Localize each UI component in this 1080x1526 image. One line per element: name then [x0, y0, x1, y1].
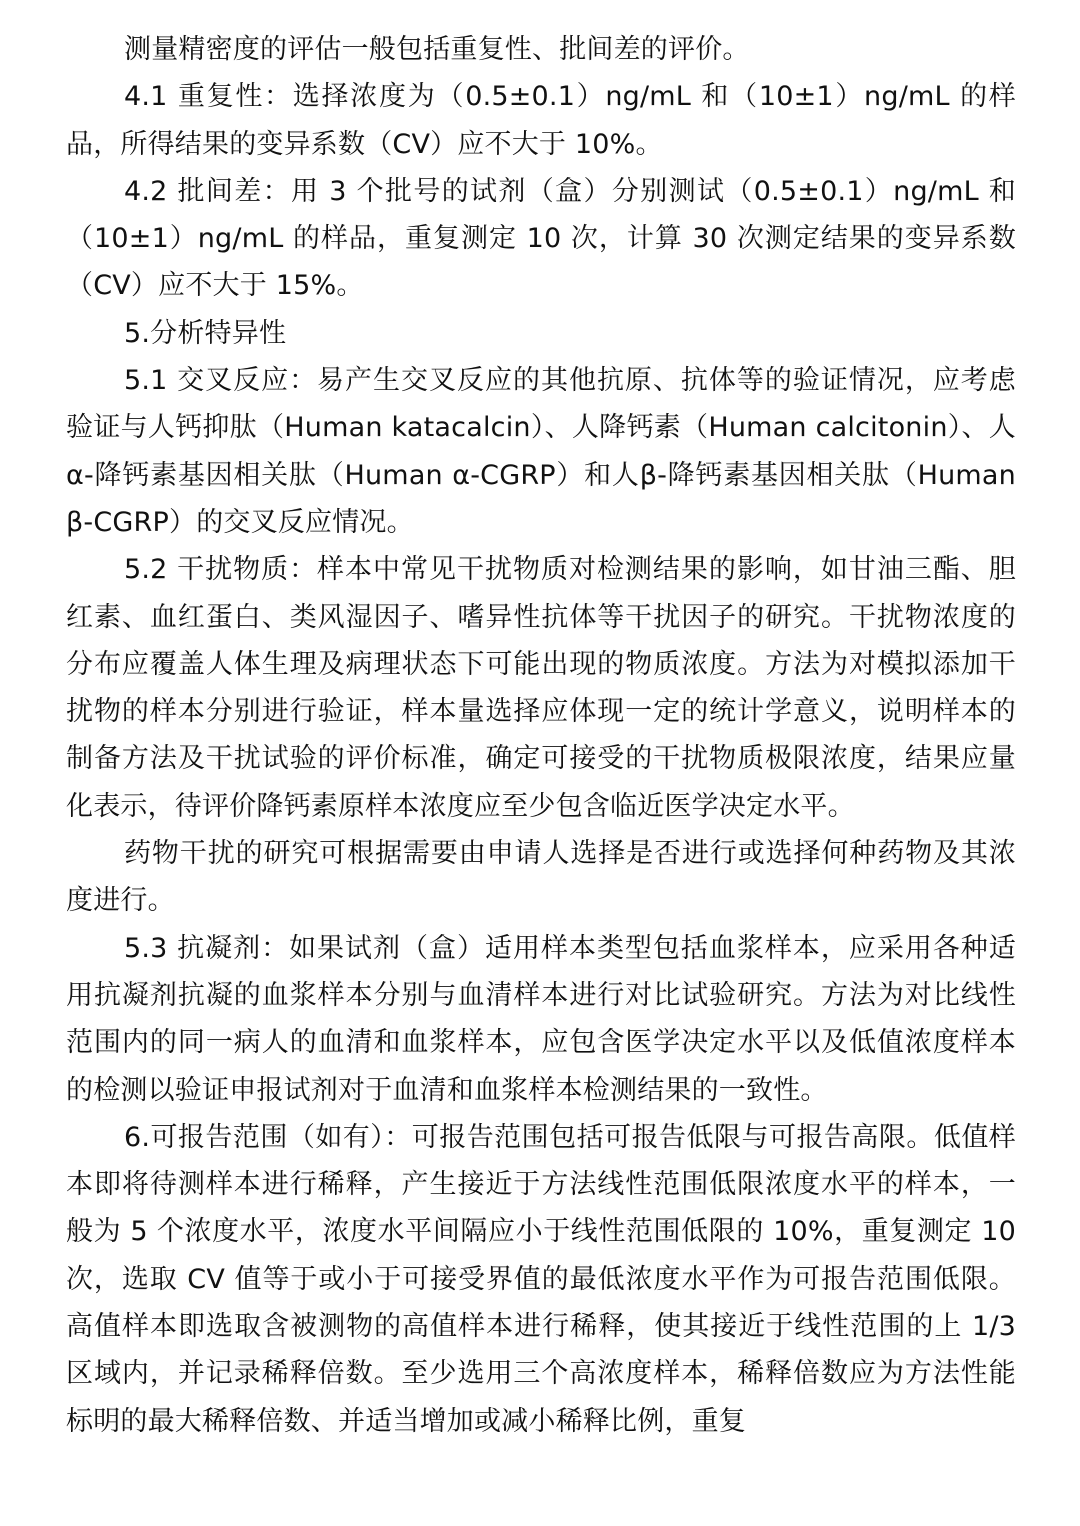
section-heading-specificity: 5.分析特异性	[124, 317, 287, 349]
paragraph-interfering-substances: 5.2 干扰物质：样本中常见干扰物质对检测结果的影响，如甘油三酯、胆红素、血红蛋白、类风湿因子、嗜异性抗体等干扰因子的研究。干扰物浓度的分布应覆盖人体生理及病理状态下可能出现的物质浓度。方法为对模拟添加干扰物的样本分别进行验证，样本量选择应体现一定的统计学意义，说明样本的制备方法及干扰试验的评价标准，确定可接受的干扰物质极限浓度，结果应量化表示，待评价降钙素原样本浓度应至少包含临近医学决定水平。	[66, 554, 1016, 822]
paragraph-reportable-range: 6.可报告范围（如有）：可报告范围包括可报告低限与可报告高限。低值样本即将待测样本进行稀释，产生接近于方法线性范围低限浓度水平的样本，一般为 5 个浓度水平，浓度水平间隔应小于线性范围低限的 10%，重复测定 10 次，选取 CV 值等于或小于可接受界值的最低浓度水平作为可报告范围低限。高值样本即选取含被测物的高值样本进行稀释，使其接近于线性范围的上 1/3 区域内，并记录稀释倍数。至少选用三个高浓度样本，稀释倍数应为方法性能标明的最大稀释倍数、并适当增加或减小稀释比例，重复	[66, 1121, 1016, 1437]
paragraph-cross-reaction: 5.1 交叉反应：易产生交叉反应的其他抗原、抗体等的验证情况，应考虑验证与人钙抑肽（Human katacalcin）、人降钙素（Human calcitonin）、人α-降钙素基因相关肽（Human α-CGRP）和人β-降钙素基因相关肽（Human β-CGRP）的交叉反应情况。	[66, 365, 1016, 538]
paragraph-anticoagulant: 5.3 抗凝剂：如果试剂（盒）适用样本类型包括血浆样本，应采用各种适用抗凝剂抗凝的血浆样本分别与血清样本进行对比试验研究。方法为对比线性范围内的同一病人的血清和血浆样本，应包含医学决定水平以及低值浓度样本的检测以验证申报试剂对于血清和血浆样本检测结果的一致性。	[66, 932, 1016, 1106]
document-body	[66, 26, 1016, 1445]
paragraph-precision-intro: 测量精密度的评估一般包括重复性、批间差的评价。	[124, 34, 750, 65]
paragraph-repeatability: 4.1 重复性：选择浓度为（0.5±0.1）ng/mL 和（10±1）ng/mL 的样品，所得结果的变异系数（CV）应不大于 10%。	[66, 81, 1016, 160]
paragraph-batch-difference: 4.2 批间差：用 3 个批号的试剂（盒）分别测试（0.5±0.1）ng/mL 和（10±1）ng/mL 的样品，重复测定 10 次，计算 30 次测定结果的变异系数（CV）应不大于 15%。	[66, 175, 1016, 302]
paragraph-drug-interference: 药物干扰的研究可根据需要由申请人选择是否进行或选择何种药物及其浓度进行。	[66, 838, 1016, 917]
